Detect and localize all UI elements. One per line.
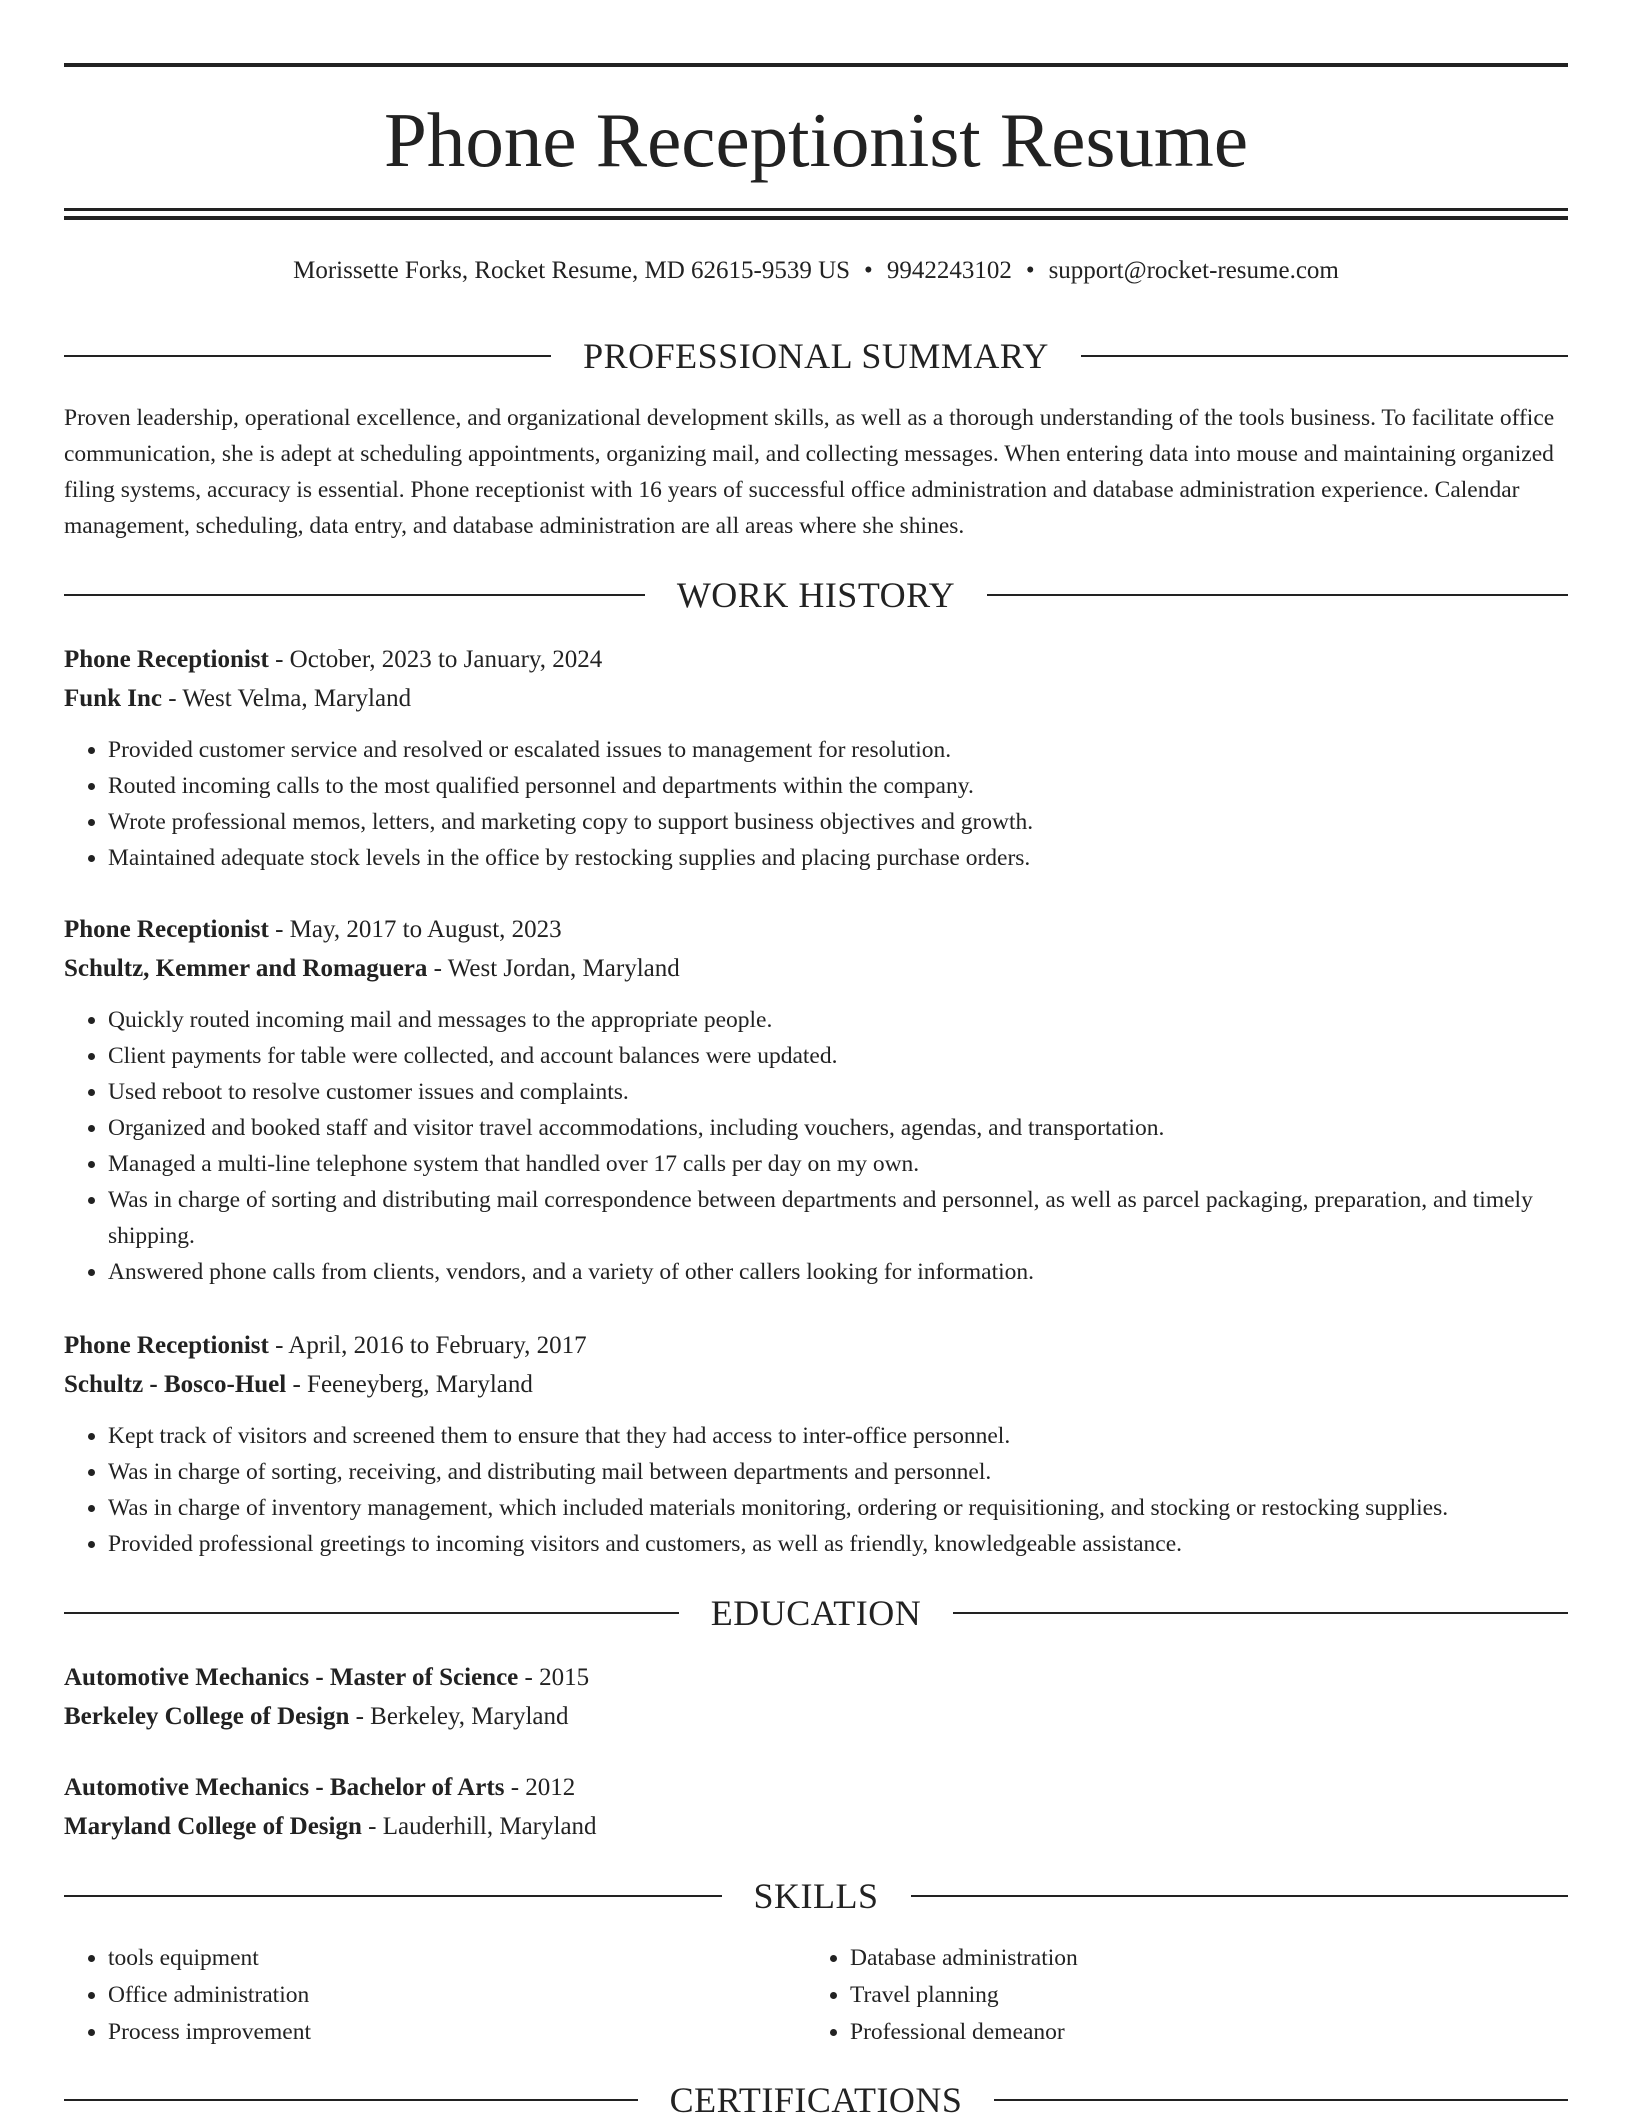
job-bullet: • Wrote professional memos, letters, and marketing copy to support business objectives and growth. [108, 804, 1568, 840]
education-year: - 2012 [504, 1774, 576, 1801]
contact-email: support@rocket-resume.com [1048, 257, 1339, 284]
education-degree: Automotive Mechanics - Master of Science [64, 1664, 519, 1691]
education-entry [64, 1768, 1568, 1846]
section-heading-work [64, 573, 1568, 617]
job-title-line [64, 1326, 1568, 1365]
education-location: - Berkeley, Maryland [349, 1703, 569, 1730]
job-bullet: • Was in charge of inventory management, which included materials monitoring, ordering or requisitioning, and stocking or restocking supplies. [108, 1490, 1568, 1526]
title-rule-lower [64, 216, 1568, 220]
skill-item: • Database administration [850, 1940, 1548, 1977]
summary-paragraph: Proven leadership, operational excellence, and organizational development skills, as well as a thorough understanding of the tools business. To facilitate office communication, she is adept at scheduling appointments, organizing mail, and collecting messages. When entering data into mouse and maintaining organized filing systems, accuracy is essential. Phone receptionist with 16 years of successful office administration and database administration experience. Calendar management, scheduling, data entry, and database administration are all areas where she shines. [64, 405, 1555, 539]
heading-rule [64, 1612, 679, 1614]
education-year: - 2015 [518, 1664, 590, 1691]
job-entry [64, 910, 1568, 1290]
job-bullets [64, 1002, 1568, 1290]
heading-rule [1081, 355, 1568, 357]
skill-item: • Travel planning [850, 1977, 1548, 2014]
job-bullet: • Managed a multi-line telephone system that handled over 17 calls per day on my own. [108, 1146, 1568, 1182]
heading-rule [64, 594, 645, 596]
heading-rule [64, 2099, 638, 2101]
job-bullet: • Was in charge of sorting, receiving, and distributing mail between departments and personnel. [108, 1454, 1568, 1490]
contact-separator: • [1025, 257, 1035, 284]
section-heading-certifications [64, 2078, 1568, 2122]
job-bullet: • Maintained adequate stock levels in the office by restocking supplies and placing purchase orders. [108, 840, 1568, 876]
job-company: Schultz - Bosco-Huel [64, 1371, 287, 1398]
job-title: Phone Receptionist [64, 646, 269, 673]
skills-column-left [64, 1940, 806, 2051]
education-entry [64, 1658, 1568, 1736]
job-bullets [64, 732, 1568, 876]
contact-separator: • [864, 257, 873, 284]
section-title: EDUCATION [710, 1593, 922, 1633]
top-rule [64, 63, 1568, 67]
skills-list [64, 1940, 1568, 2051]
section-heading-skills [64, 1874, 1568, 1918]
skill-item: • Process improvement [108, 2014, 806, 2051]
title-rule-upper [64, 208, 1568, 211]
skill-item: • tools equipment [108, 1940, 806, 1977]
section-heading-summary [64, 334, 1568, 378]
heading-rule [953, 1612, 1568, 1614]
job-title-line [64, 640, 1568, 679]
education-school: Berkeley College of Design [64, 1703, 350, 1730]
education-school-line [64, 1807, 1568, 1846]
heading-rule [911, 1895, 1569, 1897]
job-bullets [64, 1418, 1568, 1562]
job-bullet: • Routed incoming calls to the most qualified personnel and departments within the company. [108, 768, 1568, 804]
skill-item: • Professional demeanor [850, 2014, 1548, 2051]
job-location: - West Velma, Maryland [161, 685, 412, 712]
contact-address: Morissette Forks, Rocket Resume, MD 62615-9539 US [293, 257, 851, 284]
contact-line [64, 254, 1568, 288]
skills-column-right [806, 1940, 1548, 2051]
job-bullet: • Used reboot to resolve customer issues and complaints. [108, 1074, 1568, 1110]
job-dates: - October, 2023 to January, 2024 [268, 646, 603, 673]
heading-rule [64, 355, 551, 357]
job-title-line [64, 910, 1568, 949]
job-bullet: • Quickly routed incoming mail and messages to the appropriate people. [108, 1002, 1568, 1038]
job-bullet: • Organized and booked staff and visitor travel accommodations, including vouchers, agendas, and transportation. [108, 1110, 1568, 1146]
job-company-line [64, 1365, 1568, 1404]
job-bullet: • Provided professional greetings to incoming visitors and customers, as well as friendly, knowledgeable assistance. [108, 1526, 1568, 1562]
job-entry [64, 1326, 1568, 1562]
job-entry [64, 640, 1568, 876]
section-heading-education [64, 1591, 1568, 1635]
job-title: Phone Receptionist [64, 1332, 269, 1359]
job-bullet: • Client payments for table were collected, and account balances were updated. [108, 1038, 1568, 1074]
job-bullet: • Answered phone calls from clients, vendors, and a variety of other callers looking for information. [108, 1254, 1568, 1290]
page-title: Phone Receptionist Resume [384, 97, 1248, 183]
job-dates: - May, 2017 to August, 2023 [268, 916, 562, 943]
job-bullet: • Provided customer service and resolved or escalated issues to management for resolution. [108, 732, 1568, 768]
job-location: - Feeneyberg, Maryland [286, 1371, 533, 1398]
job-company: Funk Inc [64, 685, 162, 712]
job-bullet: • Kept track of visitors and screened them to ensure that they had access to inter-office personnel. [108, 1418, 1568, 1454]
section-title: CERTIFICATIONS [669, 2080, 963, 2120]
job-company-line [64, 679, 1568, 718]
section-title: PROFESSIONAL SUMMARY [583, 336, 1049, 376]
contact-phone: 9942243102 [886, 257, 1012, 284]
education-degree-line [64, 1658, 1568, 1697]
job-bullet: • Was in charge of sorting and distributing mail correspondence between departments and personnel, as well as parcel packaging, preparation, and timely shipping. [108, 1182, 1568, 1254]
job-location: - West Jordan, Maryland [427, 955, 680, 982]
heading-rule [994, 2099, 1568, 2101]
section-title: SKILLS [753, 1876, 879, 1916]
heading-rule [64, 1895, 722, 1897]
skill-item: • Office administration [108, 1977, 806, 2014]
job-company-line [64, 949, 1568, 988]
section-title: WORK HISTORY [676, 575, 956, 615]
job-dates: - April, 2016 to February, 2017 [268, 1332, 587, 1359]
education-degree-line [64, 1768, 1568, 1807]
education-degree: Automotive Mechanics - Bachelor of Arts [64, 1774, 505, 1801]
education-location: - Lauderhill, Maryland [361, 1813, 597, 1840]
education-school-line [64, 1697, 1568, 1736]
job-company: Schultz, Kemmer and Romaguera [64, 955, 428, 982]
education-school: Maryland College of Design [64, 1813, 362, 1840]
job-title: Phone Receptionist [64, 916, 269, 943]
heading-rule [987, 594, 1568, 596]
